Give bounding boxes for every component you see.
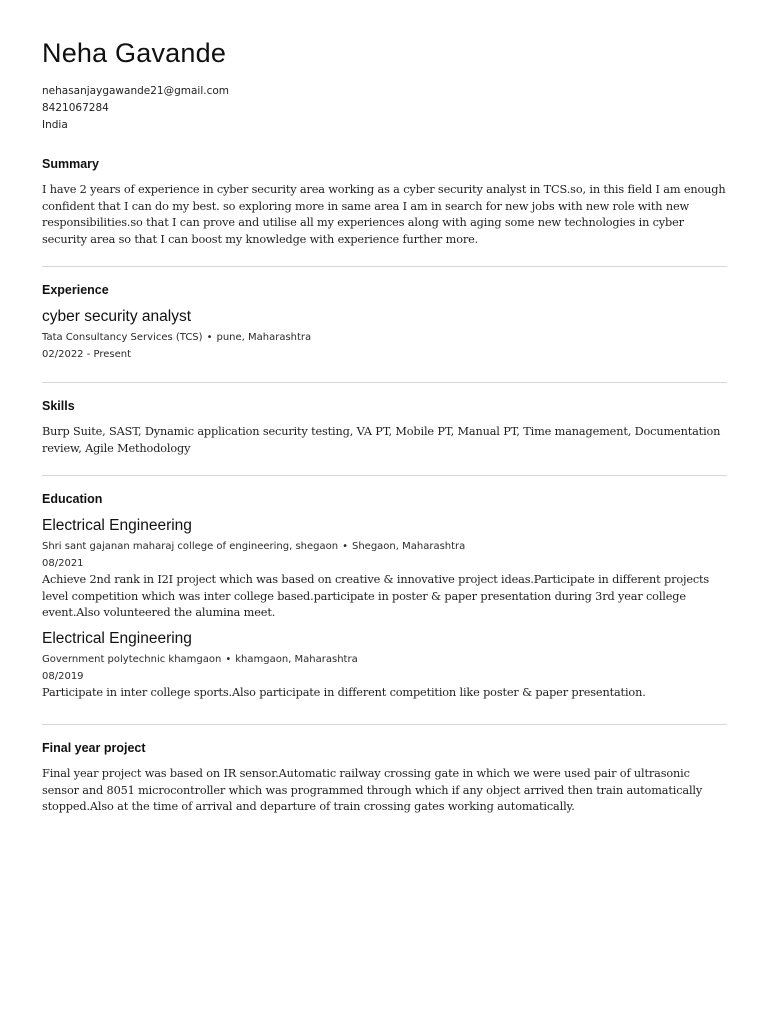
school-name: Shri sant gajanan maharaj college of engineering, shegaon (42, 541, 339, 552)
contact-info (42, 83, 229, 134)
section-divider (42, 382, 727, 383)
email-text: nehasanjaygawande21@gmail.com (42, 85, 230, 97)
summary-heading: Summary (42, 157, 99, 171)
country-text: India (42, 119, 68, 131)
summary-text: I have 2 years of experience in cyber security area working as a cyber security analyst in TCS.so, in this field I am enough confident that I can do my best. so exploring more in same area I am in search for new jobs with new role with new responsibilities.so that I can prove and utilise all my experiences along with aging some new technologies in cyber security area so that I can boost my knowledge with experience further more. (42, 183, 726, 246)
job-title: cyber security analyst (42, 308, 192, 325)
degree-title: Electrical Engineering (42, 517, 192, 534)
school-line (42, 651, 727, 668)
experience-entry (42, 308, 727, 363)
section-divider (42, 475, 727, 476)
separator-dot: • (206, 332, 213, 343)
skills-heading: Skills (42, 399, 75, 413)
education-section (42, 492, 727, 701)
project-text: Final year project was based on IR sensor.Automatic railway crossing gate in which we were used pair of ultrasonic sensor and 8051 microcontroller which was programmed through which if any object arrived then train automatically stopped.Also at the time of arrival and departure of train crossing gates working automatically. (42, 767, 703, 813)
phone-text: 8421067284 (42, 102, 109, 114)
graduation-date: 08/2021 (42, 558, 84, 569)
school-line (42, 538, 727, 555)
job-location: pune, Maharashtra (216, 332, 312, 343)
experience-heading: Experience (42, 283, 109, 297)
education-entry (42, 517, 727, 622)
education-entry (42, 630, 727, 702)
skills-section (42, 399, 727, 457)
education-description: Participate in inter college sports.Also participate in different competition like poster & paper presentation. (42, 685, 646, 699)
summary-section (42, 157, 727, 248)
education-description: Achieve 2nd rank in I2I project which was based on creative & innovative project ideas.Participate in different projects level competition which was inter college based.participate in poster & paper presentation during 3rd year college event.Also volunteered the alumina meet. (42, 573, 710, 619)
degree-title: Electrical Engineering (42, 629, 192, 647)
job-dates: 02/2022 - Present (42, 349, 132, 360)
school-location: khamgaon, Maharashtra (235, 653, 358, 665)
graduation-date: 08/2019 (42, 670, 84, 682)
project-heading: Final year project (42, 741, 146, 755)
project-section (42, 741, 727, 816)
section-divider (42, 724, 727, 725)
candidate-name: Neha Gavande (42, 38, 227, 68)
school-location: Shegaon, Maharashtra (351, 541, 466, 552)
separator-dot: • (342, 541, 348, 552)
job-company-line (42, 329, 727, 346)
education-heading: Education (42, 492, 103, 506)
job-company: Tata Consultancy Services (TCS) (42, 332, 203, 343)
separator-dot: • (225, 653, 232, 665)
section-divider (42, 266, 727, 267)
skills-text: Burp Suite, SAST, Dynamic application security testing, VA PT, Mobile PT, Manual PT, Time management, Documentation review, Agile Methodology (42, 425, 721, 455)
experience-section (42, 283, 727, 363)
school-name: Government polytechnic khamgaon (42, 653, 222, 665)
